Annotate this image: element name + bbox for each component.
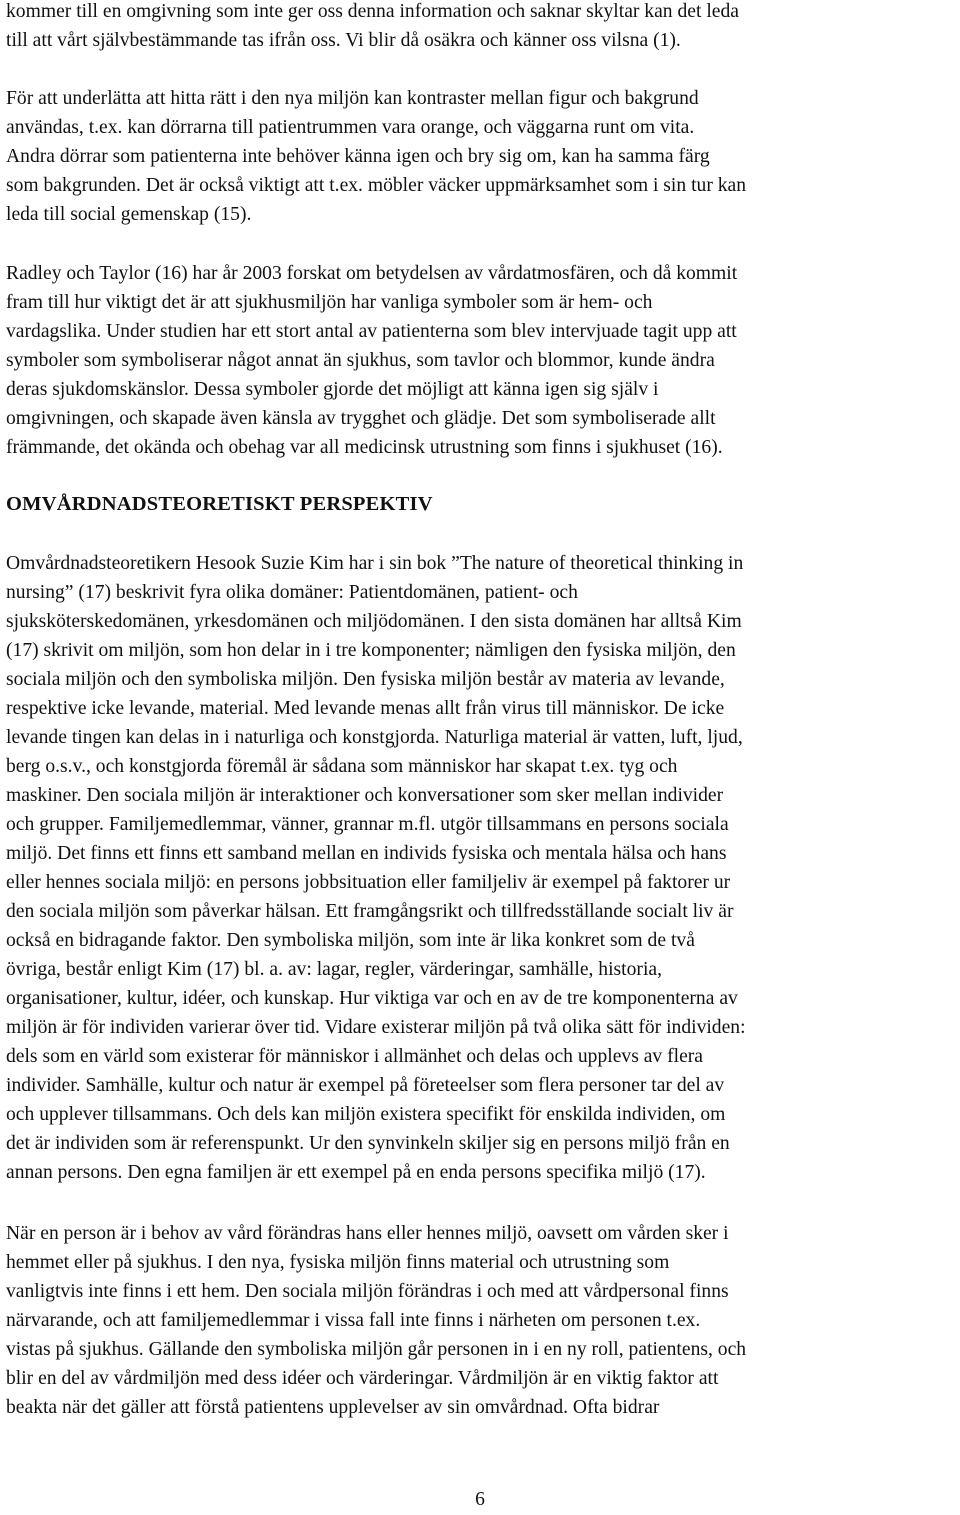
text-line: dels som en värld som existerar för människor i allmänhet och delas och upplevs av flera: [6, 1046, 704, 1067]
section-heading: OMVÅRDNADSTEORETISKT PERSPEKTIV: [6, 493, 433, 515]
text-line: och upplever tillsammans. Och dels kan miljön existera specifikt för enskilda individen, om: [6, 1104, 726, 1125]
text-line: deras sjukdomskänslor. Dessa symboler gjorde det möjligt att känna igen sig själv i: [6, 379, 659, 400]
paragraph-care-environment: [6, 1219, 746, 1422]
paragraph-contrasts: [6, 84, 746, 229]
text-line: främmande, det okända och obehag var all medicinsk utrustning som finns i sjukhuset (16).: [6, 437, 723, 458]
paragraph-kim-theory: [6, 549, 746, 1187]
text-line: (17) skrivit om miljön, som hon delar in i tre komponenter; nämligen den fysiska miljön, den: [6, 640, 736, 661]
paragraph-radley-taylor: [6, 259, 737, 462]
text-line: miljön är för individen varierar över tid. Vidare existerar miljön på två olika sätt för individen:: [6, 1017, 746, 1038]
text-line: användas, t.ex. kan dörrarna till patientrummen vara orange, och väggarna runt om vita.: [6, 117, 695, 138]
text-line: Omvårdnadsteoretikern Hesook Suzie Kim har i sin bok ”The nature of theoretical thinking in: [6, 553, 744, 574]
text-line: leda till social gemenskap (15).: [6, 204, 252, 225]
text-line: respektive icke levande, material. Med levande menas allt från virus till människor. De icke: [6, 698, 725, 719]
text-line: blir en del av vårdmiljön med dess idéer och värderingar. Vårdmiljön är en viktig faktor att: [6, 1368, 719, 1389]
text-line: Radley och Taylor (16) har år 2003 forskat om betydelsen av vårdatmosfären, och då kommit: [6, 263, 738, 284]
text-line: annan persons. Den egna familjen är ett exempel på en enda persons specifika miljö (17).: [6, 1162, 706, 1183]
text-line: som bakgrunden. Det är också viktigt att t.ex. möbler väcker uppmärksamhet som i sin tur kan: [6, 175, 747, 196]
paragraph-wayfinding-intro: [6, 0, 739, 55]
text-line: miljö. Det finns ett finns ett samband mellan en individs fysiska och mentala hälsa och hans: [6, 843, 727, 864]
text-line: symboler som symboliserar något annat än sjukhus, som tavlor och blommor, kunde ändra: [6, 350, 715, 371]
text-line: övriga, består enligt Kim (17) bl. a. av: lagar, regler, värderingar, samhälle, historia,: [6, 959, 662, 980]
text-line: fram till hur viktigt det är att sjukhusmiljön har vanliga symboler som är hem- och: [6, 292, 653, 313]
text-line: För att underlätta att hitta rätt i den nya miljön kan kontraster mellan figur och bakgrund: [6, 88, 699, 109]
text-line: hemmet eller på sjukhus. I den nya, fysiska miljön finns material och utrustning som: [6, 1252, 670, 1273]
text-line: också en bidragande faktor. Den symboliska miljön, som inte är lika konkret som de två: [6, 930, 695, 951]
text-line: vardagslika. Under studien har ett stort antal av patienterna som blev intervjuade tagit upp att: [6, 321, 737, 342]
text-line: Andra dörrar som patienterna inte behöver känna igen och bry sig om, kan ha samma färg: [6, 146, 710, 167]
text-line: individer. Samhälle, kultur och natur är exempel på företeelser som flera personer tar del av: [6, 1075, 725, 1096]
text-line: sociala miljön och den symboliska miljön. Den fysiska miljön består av materia av levande,: [6, 669, 725, 690]
text-line: vistas på sjukhus. Gällande den symboliska miljön går personen in i en ny roll, patientens, och: [6, 1339, 747, 1360]
text-line: den sociala miljön som påverkar hälsan. Ett framgångsrikt och tillfredsställande socialt liv är: [6, 901, 734, 922]
text-line: berg o.s.v., och konstgjorda föremål är sådana som människor har skapat t.ex. tyg och: [6, 756, 678, 777]
text-line: närvarande, och att familjemedlemmar i vissa fall inte finns i närheten om personen t.ex.: [6, 1310, 701, 1331]
text-line: vanligtvis inte finns i ett hem. Den sociala miljön förändras i och med att vårdpersonal finns: [6, 1281, 729, 1302]
page-number: 6: [475, 1489, 485, 1510]
text-line: När en person är i behov av vård förändras hans eller hennes miljö, oavsett om vården sker i: [6, 1223, 729, 1244]
text-line: maskiner. Den sociala miljön är interaktioner och konversationer som sker mellan individer: [6, 785, 724, 806]
text-line: kommer till en omgivning som inte ger oss denna information och saknar skyltar kan det leda: [6, 1, 739, 22]
text-line: eller hennes sociala miljö: en persons jobbsituation eller familjeliv är exempel på faktorer ur: [6, 872, 731, 893]
text-line: beakta när det gäller att förstå patientens upplevelser av sin omvårdnad. Ofta bidrar: [6, 1397, 660, 1418]
text-line: sjuksköterskedomänen, yrkesdomänen och miljödomänen. I den sista domänen har alltså Kim: [6, 611, 742, 632]
text-line: levande tingen kan delas in i naturliga och konstgjorda. Naturliga material är vatten, luft, ljud,: [6, 727, 743, 748]
text-line: det är individen som är referenspunkt. Ur den synvinkeln skiljer sig en persons miljö från en: [6, 1133, 730, 1154]
text-line: nursing” (17) beskrivit fyra olika domäner: Patientdomänen, patient- och: [6, 582, 578, 603]
text-line: till att vårt självbestämmande tas ifrån oss. Vi blir då osäkra och känner oss vilsna (1).: [6, 30, 681, 51]
text-line: och grupper. Familjemedlemmar, vänner, grannar m.fl. utgör tillsammans en persons sociala: [6, 814, 729, 835]
text-line: organisationer, kultur, idéer, och kunskap. Hur viktiga var och en av de tre komponenterna av: [6, 988, 738, 1009]
text-line: omgivningen, och skapade även känsla av trygghet och glädje. Det som symboliserade allt: [6, 408, 716, 429]
